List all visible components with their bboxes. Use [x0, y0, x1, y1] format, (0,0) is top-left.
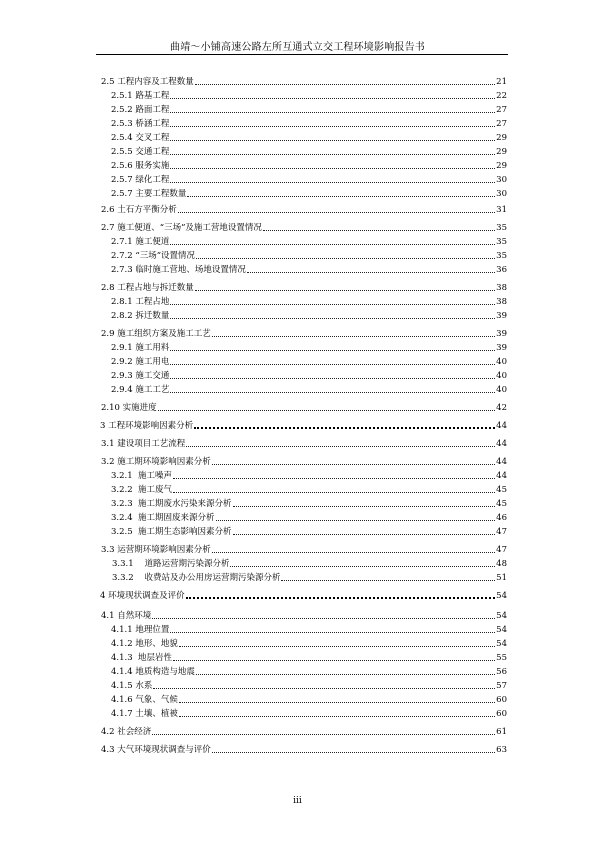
toc-dot-leader — [170, 111, 495, 113]
toc-entry-number: 3.2.4 — [111, 513, 139, 523]
toc-entry[interactable] — [111, 144, 507, 158]
toc-entry-title: 施工期固废来源分析 — [138, 513, 215, 523]
toc-entry-number: 2.5.4 — [111, 133, 136, 143]
toc-dot-leader — [179, 645, 495, 647]
toc-entry[interactable] — [111, 496, 507, 510]
toc-entry-number: 2.7.2 — [111, 251, 136, 261]
toc-entry[interactable] — [101, 326, 507, 340]
toc-dot-leader — [170, 139, 495, 141]
toc-entry-number: 3.2.5 — [111, 527, 139, 537]
toc-entry-page: 44 — [496, 457, 507, 467]
toc-entry-number: 2.5.3 — [111, 119, 136, 129]
toc-entry-title: 建设项目工艺流程 — [117, 439, 186, 449]
toc-entry-page: 38 — [496, 297, 507, 307]
toc-dot-leader — [186, 445, 495, 447]
toc-entry-title: 水系 — [135, 681, 153, 691]
toc-entry-number: 3.2.3 — [111, 499, 139, 509]
toc-entry-number: 2.7.1 — [111, 237, 136, 247]
toc-dot-leader — [170, 391, 495, 393]
toc-entry-number: 2.5.7 — [111, 189, 136, 199]
toc-entry[interactable] — [111, 678, 507, 692]
toc-entry[interactable] — [101, 454, 507, 468]
toc-entry[interactable] — [111, 468, 507, 482]
toc-entry-number: 2.8.2 — [111, 311, 136, 321]
toc-entry[interactable] — [111, 172, 507, 186]
toc-entry-number: 2.5.2 — [111, 105, 136, 115]
toc-entry-page: 35 — [496, 237, 507, 247]
toc-dot-leader — [247, 271, 495, 273]
toc-entry-number: 4.1.1 — [111, 625, 136, 635]
toc-entry[interactable] — [101, 220, 507, 234]
toc-entry[interactable] — [101, 74, 507, 88]
toc-entry-title: 主要工程数量 — [135, 189, 187, 199]
toc-entry[interactable] — [111, 248, 507, 262]
toc-entry[interactable] — [111, 650, 507, 664]
toc-entry[interactable] — [111, 692, 507, 706]
toc-dot-leader — [152, 617, 495, 619]
toc-entry-title: 施工便道、“三场”及施工营地设置情况 — [117, 223, 262, 233]
toc-entry-page: 31 — [496, 205, 507, 215]
toc-entry-page: 29 — [496, 147, 507, 157]
toc-entry-title: 拆迁数量 — [135, 311, 170, 321]
toc-entry-title: 施工用电 — [135, 357, 170, 367]
toc-entry[interactable] — [111, 88, 507, 102]
toc-entry-number: 3.2.2 — [111, 485, 139, 495]
toc-entry[interactable] — [111, 636, 507, 650]
toc-entry[interactable] — [101, 400, 507, 414]
toc-entry-title: 施工废气 — [138, 485, 173, 495]
toc-entry-number: 4.1.5 — [111, 681, 136, 691]
page-number: iii — [293, 796, 302, 806]
toc-entry-title: 施工工艺 — [135, 385, 170, 395]
toc-entry-title: 工程内容及工程数量 — [117, 77, 194, 87]
toc-entry-title: “三场”设置情况 — [135, 251, 196, 261]
toc-entry-page: 48 — [496, 559, 507, 569]
toc-dot-leader — [170, 153, 495, 155]
toc-dot-leader — [233, 505, 496, 507]
toc-dot-leader — [173, 659, 495, 661]
toc-entry-number: 2.6 — [101, 205, 118, 215]
toc-entry[interactable] — [111, 158, 507, 172]
toc-entry-page: 45 — [496, 499, 507, 509]
toc-entry-title: 施工期废水污染来源分析 — [138, 499, 232, 509]
toc-entry-page: 27 — [496, 105, 507, 115]
toc-entry-page: 44 — [496, 439, 507, 449]
toc-dot-leader — [195, 289, 495, 291]
toc-entry[interactable] — [111, 116, 507, 130]
toc-entry-number: 3.2.1 — [111, 471, 139, 481]
toc-entry-title: 施工便道 — [135, 237, 170, 247]
toc-dot-leader — [170, 167, 495, 169]
toc-entry[interactable] — [112, 570, 507, 584]
toc-dot-leader — [230, 565, 495, 567]
toc-entry-number: 2.9 — [101, 329, 118, 339]
toc-entry-title: 土石方平衡分析 — [117, 205, 177, 215]
toc-entry-number: 2.9.1 — [111, 343, 136, 353]
toc-entry-title: 服务实施 — [135, 161, 170, 171]
toc-entry-page: 42 — [496, 403, 507, 413]
toc-entry-page: 22 — [496, 91, 507, 101]
toc-entry-page: 40 — [496, 385, 507, 395]
toc-entry[interactable] — [111, 102, 507, 116]
toc-entry-title: 临时施工营地、场地设置情况 — [135, 265, 246, 275]
toc-entry-title: 气象、气候 — [135, 695, 178, 705]
toc-entry-title: 施工噪声 — [138, 471, 173, 481]
toc-entry-number: 2.8.1 — [111, 297, 136, 307]
header-rule — [96, 54, 508, 55]
toc-entry-page: 51 — [496, 573, 507, 583]
toc-entry-page: 46 — [496, 513, 507, 523]
toc-dot-leader — [186, 596, 496, 599]
toc-entry-page: 60 — [496, 695, 507, 705]
toc-dot-leader — [170, 631, 495, 633]
toc-entry-page: 39 — [496, 343, 507, 353]
toc-entry-title: 工程占地与拆迁数量 — [117, 283, 194, 293]
toc-dot-leader — [170, 97, 495, 99]
toc-entry-page: 30 — [496, 175, 507, 185]
toc-entry-page: 47 — [496, 527, 507, 537]
toc-entry-page: 39 — [496, 311, 507, 321]
toc-entry-number: 3 — [100, 421, 109, 431]
toc-entry-title: 环境现状调查及评价 — [108, 591, 185, 601]
toc-entry[interactable] — [101, 202, 507, 216]
toc-entry-number: 2.5.5 — [111, 147, 136, 157]
toc-entry-page: 30 — [496, 189, 507, 199]
toc-entry-number: 2.9.3 — [111, 371, 136, 381]
toc-entry-number: 2.5 — [101, 77, 118, 87]
toc-entry-page: 47 — [496, 545, 507, 555]
toc-entry-page: 56 — [496, 667, 507, 677]
toc-dot-leader — [263, 229, 495, 231]
toc-dot-leader — [216, 519, 496, 521]
toc-dot-leader — [196, 257, 495, 259]
toc-entry[interactable] — [101, 608, 507, 622]
toc-dot-leader — [158, 409, 496, 411]
toc-dot-leader — [173, 491, 495, 493]
toc-entry-page: 57 — [496, 681, 507, 691]
toc-entry[interactable] — [100, 588, 507, 602]
toc-entry-page: 54 — [496, 611, 507, 621]
toc-entry[interactable] — [111, 234, 507, 248]
toc-entry[interactable] — [111, 294, 507, 308]
toc-entry-number: 2.7 — [101, 223, 118, 233]
toc-entry-number: 4.1.3 — [111, 653, 139, 663]
toc-entry-page: 29 — [496, 133, 507, 143]
toc-entry-page: 39 — [496, 329, 507, 339]
toc-entry-page: 61 — [496, 727, 507, 737]
toc-entry-page: 35 — [496, 251, 507, 261]
toc-entry-page: 38 — [496, 283, 507, 293]
toc-entry-title: 社会经济 — [117, 727, 152, 737]
toc-entry-number: 4 — [100, 591, 109, 601]
toc-entry-number: 3.3 — [101, 545, 118, 555]
toc-entry-title: 施工期环境影响因素分析 — [117, 457, 211, 467]
toc-entry-title: 地理位置 — [135, 625, 170, 635]
toc-entry-page: 27 — [496, 119, 507, 129]
toc-entry-title: 施工交通 — [135, 371, 170, 381]
toc-entry-title: 地层岩性 — [138, 653, 173, 663]
toc-entry-page: 40 — [496, 371, 507, 381]
toc-dot-leader — [179, 715, 495, 717]
toc-dot-leader — [173, 477, 495, 479]
toc-entry-number: 2.5.1 — [111, 91, 136, 101]
toc-entry[interactable] — [101, 280, 507, 294]
toc-dot-leader — [170, 125, 495, 127]
toc-entry-page: 45 — [496, 485, 507, 495]
toc-entry[interactable] — [112, 556, 507, 570]
toc-entry-title: 路面工程 — [135, 105, 170, 115]
toc-entry-number: 4.1.4 — [111, 667, 136, 677]
toc-entry-number: 2.7.3 — [111, 265, 136, 275]
toc-entry[interactable] — [111, 368, 507, 382]
toc-entry[interactable] — [111, 340, 507, 354]
toc-dot-leader — [233, 533, 496, 535]
toc-entry-title: 绿化工程 — [135, 175, 170, 185]
toc-dot-leader — [170, 363, 495, 365]
toc-entry-number: 4.1.6 — [111, 695, 136, 705]
toc-entry[interactable] — [111, 262, 507, 276]
toc-entry-title: 地质构造与地震 — [135, 667, 195, 677]
toc-entry[interactable] — [111, 382, 507, 396]
toc-entry-title: 交通工程 — [135, 147, 170, 157]
toc-entry-number: 3.3.1 — [112, 559, 145, 569]
toc-entry-number: 4.1 — [101, 611, 118, 621]
toc-entry-title: 路基工程 — [135, 91, 170, 101]
toc-entry-title: 实施进度 — [122, 403, 157, 413]
toc-entry-title: 交叉工程 — [135, 133, 170, 143]
toc-dot-leader — [153, 687, 495, 689]
toc-entry-title: 运营期环境影响因素分析 — [117, 545, 211, 555]
toc-dot-leader — [187, 195, 495, 197]
toc-entry-title: 地形、地貌 — [135, 639, 178, 649]
toc-entry-number: 2.9.2 — [111, 357, 136, 367]
toc-entry-page: 63 — [496, 745, 507, 755]
toc-entry-page: 29 — [496, 161, 507, 171]
toc-entry-page: 54 — [496, 591, 507, 601]
toc-dot-leader — [170, 377, 495, 379]
toc-entry[interactable] — [101, 742, 507, 756]
toc-dot-leader — [194, 426, 495, 429]
toc-entry-number: 2.8 — [101, 283, 118, 293]
toc-entry-page: 21 — [496, 77, 507, 87]
toc-entry-page: 55 — [496, 653, 507, 663]
toc-dot-leader — [196, 673, 495, 675]
toc-entry-title: 施工组织方案及施工工艺 — [117, 329, 211, 339]
toc-entry[interactable] — [101, 436, 507, 450]
toc-entry-number: 2.5.7 — [111, 175, 136, 185]
toc-entry[interactable] — [111, 622, 507, 636]
toc-dot-leader — [170, 303, 495, 305]
toc-entry[interactable] — [111, 664, 507, 678]
toc-entry-title: 大气环境现状调查与评价 — [117, 745, 211, 755]
toc-entry[interactable] — [111, 482, 507, 496]
toc-entry-title: 施工用料 — [135, 343, 170, 353]
toc-entry-number: 3.3.2 — [112, 573, 145, 583]
toc-entry-number: 2.9.4 — [111, 385, 136, 395]
toc-entry-page: 36 — [496, 265, 507, 275]
toc-dot-leader — [170, 181, 495, 183]
toc-dot-leader — [212, 751, 495, 753]
toc-dot-leader — [178, 211, 495, 213]
running-header: 曲靖～小铺高速公路左所互通式立交工程环境影响报告书 — [170, 42, 425, 53]
toc-dot-leader — [170, 349, 495, 351]
toc-entry[interactable] — [111, 524, 507, 538]
toc-entry-number: 4.1.7 — [111, 709, 136, 719]
toc-entry-page: 54 — [496, 639, 507, 649]
toc-entry-page: 40 — [496, 357, 507, 367]
toc-entry-number: 4.2 — [101, 727, 118, 737]
toc-dot-leader — [195, 83, 495, 85]
toc-dot-leader — [212, 551, 495, 553]
toc-entry-title: 工程环境影响因素分析 — [108, 421, 194, 431]
toc-entry-title: 桥涵工程 — [135, 119, 170, 129]
toc-entry-number: 4.1.2 — [111, 639, 136, 649]
toc-entry-title: 土壤、植被 — [135, 709, 178, 719]
toc-dot-leader — [152, 733, 495, 735]
toc-entry-page: 44 — [496, 421, 507, 431]
toc-dot-leader — [212, 463, 495, 465]
toc-entry-number: 3.1 — [101, 439, 118, 449]
toc-entry-title: 施工期生态影响因素分析 — [138, 527, 232, 537]
toc-entry-number: 2.5.6 — [111, 161, 136, 171]
toc-entry[interactable] — [111, 354, 507, 368]
toc-entry[interactable] — [111, 186, 507, 200]
toc-entry-page: 44 — [496, 471, 507, 481]
toc-dot-leader — [212, 335, 495, 337]
toc-entry[interactable] — [101, 724, 507, 738]
toc-entry-page: 60 — [496, 709, 507, 719]
toc-entry[interactable] — [111, 706, 507, 720]
toc-entry-number: 4.3 — [101, 745, 118, 755]
toc-dot-leader — [170, 243, 495, 245]
toc-entry[interactable] — [111, 130, 507, 144]
toc-entry-number: 3.2 — [101, 457, 118, 467]
toc-entry-title: 工程占地 — [135, 297, 170, 307]
toc-entry[interactable] — [111, 308, 507, 322]
toc-entry-title: 道路运营期污染源分析 — [144, 559, 230, 569]
toc-entry-number: 2.10 — [101, 403, 123, 413]
toc-entry[interactable] — [101, 542, 507, 556]
toc-dot-leader — [281, 579, 495, 581]
toc-entry-page: 35 — [496, 223, 507, 233]
toc-entry-title: 收费站及办公用房运营期污染源分析 — [144, 573, 281, 583]
toc-entry[interactable] — [100, 418, 507, 432]
toc-dot-leader — [170, 317, 495, 319]
toc-entry[interactable] — [111, 510, 507, 524]
toc-entry-page: 54 — [496, 625, 507, 635]
toc-dot-leader — [179, 701, 495, 703]
toc-entry-title: 自然环境 — [117, 611, 152, 621]
